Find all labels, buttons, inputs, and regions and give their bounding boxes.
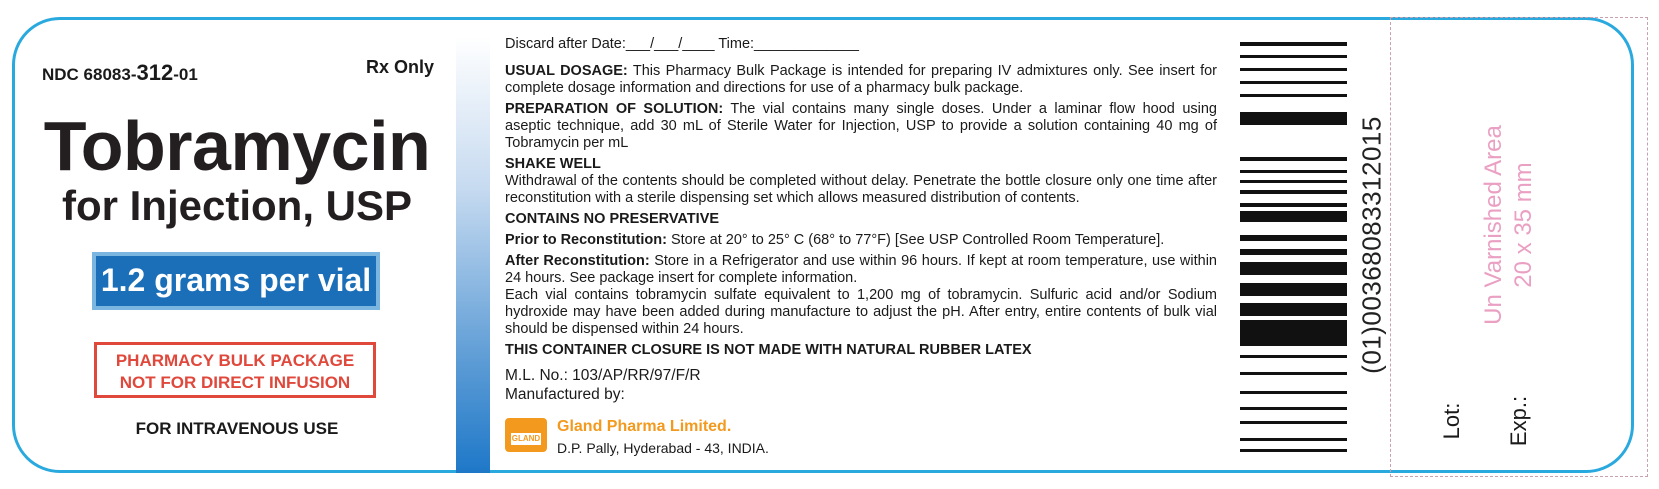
bulk-warning-line2: NOT FOR DIRECT INFUSION bbox=[119, 373, 351, 392]
drug-name: Tobramycin bbox=[43, 107, 431, 185]
barcode-bar bbox=[1240, 262, 1347, 275]
rx-only: Rx Only bbox=[366, 57, 435, 77]
bulk-package-warning bbox=[94, 342, 376, 398]
latex-label: THIS CONTAINER CLOSURE IS NOT MADE WITH NATURAL RUBBER LATEX bbox=[505, 342, 1032, 358]
company-name: Gland Pharma Limited. bbox=[557, 418, 732, 435]
ndc-suffix: -01 bbox=[173, 65, 198, 84]
barcode-bar bbox=[1240, 42, 1347, 46]
left-panel bbox=[22, 28, 452, 468]
gradient-stripe bbox=[456, 36, 490, 473]
barcode-bar bbox=[1240, 438, 1347, 441]
manufactured-by: Manufactured by: bbox=[505, 386, 625, 403]
preparation-text: The vial contains many single doses. Under a laminar flow hood using aseptic technique, add 30 mL of Sterile Water for Injection, USP to provide a solution containing 40 mg of Tobramycin per mL bbox=[505, 101, 1217, 151]
barcode-bar bbox=[1240, 94, 1347, 97]
preparation bbox=[505, 101, 1217, 152]
barcode-bar bbox=[1240, 112, 1347, 125]
barcode-bar bbox=[1240, 68, 1347, 71]
usual-dosage-text: This Pharmacy Bulk Package is intended for preparing IV admixtures only. See insert for complete dosage information and directions for use of a pharmacy bulk package. bbox=[505, 63, 1217, 96]
prior-reconstitution-text: Store at 20° to 25° C (68° to 77°F) [See USP Controlled Room Temperature]. bbox=[666, 232, 1165, 248]
barcode-bar bbox=[1240, 249, 1347, 255]
shake-well-label: SHAKE WELL bbox=[505, 156, 601, 172]
after-reconstitution-text: Store in a Refrigerator and use within 96 hours. If kept at room temperature, use within 24 hours. See package insert for complete information. bbox=[505, 253, 1217, 286]
unvarnished-line1: Un Varnished Area bbox=[1480, 125, 1507, 325]
route-of-administration: FOR INTRAVENOUS USE bbox=[135, 419, 339, 438]
shake-well-text: Withdrawal of the contents should be completed without delay. Penetrate the bottle closure only one time after reconstitution with a sterile dispensing set which allows measured distribution of contents. bbox=[505, 173, 1217, 206]
ndc-number bbox=[42, 60, 198, 86]
preparation-heading: PREPARATION OF SOLUTION: bbox=[505, 101, 724, 117]
ndc-product-code: 312 bbox=[136, 60, 174, 85]
shake-well-heading bbox=[505, 156, 1217, 173]
barcode-bar bbox=[1240, 391, 1347, 394]
barcode-bar bbox=[1240, 235, 1347, 241]
barcode-bar bbox=[1240, 303, 1347, 316]
barcode-bar bbox=[1240, 449, 1347, 452]
barcode-bar bbox=[1240, 81, 1347, 84]
barcode-bar bbox=[1240, 170, 1347, 173]
barcode-bar bbox=[1240, 190, 1347, 194]
barcode-bar bbox=[1240, 211, 1347, 222]
discard-after-line: Discard after Date:___/___/____ Time:_____________ bbox=[505, 36, 859, 52]
barcode-bar bbox=[1240, 180, 1347, 183]
ml-number: M.L. No.: 103/AP/RR/97/F/R bbox=[505, 367, 701, 384]
barcode-bar bbox=[1240, 421, 1347, 424]
barcode-bar bbox=[1240, 203, 1347, 207]
lot-label: Lot: bbox=[1439, 402, 1464, 440]
bulk-warning-line1: PHARMACY BULK PACKAGE bbox=[115, 351, 355, 370]
latex-statement bbox=[505, 342, 1217, 359]
barcode-bar bbox=[1240, 320, 1347, 346]
each-vial-contains: Each vial contains tobramycin sulfate equivalent to 1,200 mg of tobramycin. Sulfuric acid and/or Sodium hydroxide may have been added during manufacture to adjust the pH. After entry, entire contents of bulk vial should be dispensed within 24 hours. bbox=[505, 287, 1217, 337]
company-address: D.P. Pally, Hyderabad - 43, INDIA. bbox=[557, 440, 769, 456]
usual-dosage bbox=[505, 63, 1217, 97]
barcode-bar bbox=[1240, 157, 1347, 161]
after-reconstitution bbox=[505, 253, 1217, 287]
barcode-bar bbox=[1240, 355, 1347, 358]
barcode-bar bbox=[1240, 55, 1347, 58]
no-preservative bbox=[505, 211, 1217, 228]
gland-logo bbox=[505, 418, 547, 452]
prior-reconstitution bbox=[505, 232, 1217, 249]
drug-form: for Injection, USP bbox=[61, 182, 413, 229]
barcode-bar bbox=[1240, 372, 1347, 375]
instructions-panel bbox=[505, 36, 1217, 407]
ndc-prefix: NDC 68083- bbox=[42, 65, 137, 84]
unvarnished-area-note bbox=[1479, 125, 1539, 325]
usual-dosage-heading: USUAL DOSAGE: bbox=[505, 63, 628, 79]
barcode-gtin: (01)00368083312015 bbox=[1356, 116, 1387, 374]
barcode-bar bbox=[1240, 407, 1347, 410]
gland-logo-text: GLAND bbox=[511, 434, 541, 443]
barcode bbox=[1240, 40, 1347, 454]
unvarnished-line2: 20 x 35 mm bbox=[1510, 162, 1537, 288]
after-reconstitution-heading: After Reconstitution: bbox=[505, 253, 650, 269]
exp-label: Exp.: bbox=[1506, 395, 1531, 447]
strength-badge: 1.2 grams per vial bbox=[92, 252, 380, 310]
prior-reconstitution-heading: Prior to Reconstitution: bbox=[505, 232, 667, 248]
no-preservative-label: CONTAINS NO PRESERVATIVE bbox=[505, 211, 720, 227]
barcode-bar bbox=[1240, 283, 1347, 296]
